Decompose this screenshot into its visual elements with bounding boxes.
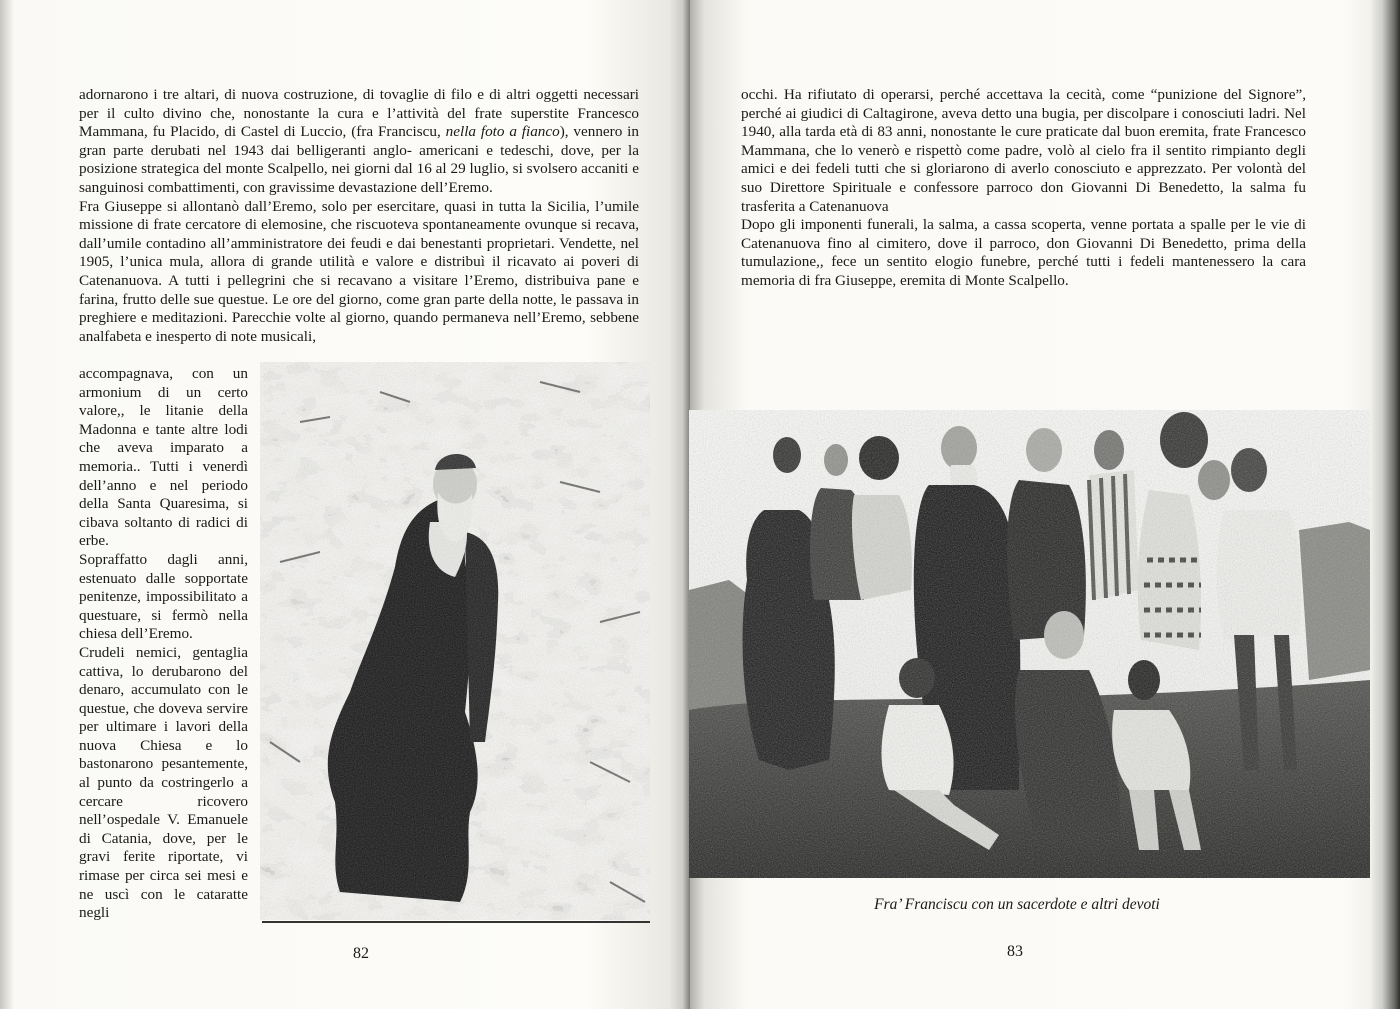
right-paragraph-1: occhi. Ha rifiutato di operarsi, perché accettava la cecità, come “punizione del Signore”, perché ai giudici di Caltagirone, aveva detto una bugia, per discolpare i conosciuti ladri. Nel 1940, alla tarda età di 83 anni, nonostante le cure praticate dal buon eremita, frate Francesco Mammana, che lo venerò e rispettò come padre, volò al cielo fra il sentito rimpianto degli amici e dei fedeli tutti che si gloriarono di averlo conosciuto e apprezzato. Per volontà del suo Direttore Spirituale e confessore parroco don Giovanni Di Benedetto, la salma fu trasferita a Catenanuova [741,86,1306,215]
narrow-paragraph-3: Crudeli nemici, gentaglia cattiva, lo derubarono del denaro, accumulato con le questue, che doveva servire per ultimare i lavori della nuova Chiesa e lo bastonarono pesantemente, al punto da costringerlo a cercare ricovero nell’ospedale V. Emanuele di Catania, dove, per le gravi ferite riportate, vi rimase per circa sei mesi e ne uscì con le cataratte negli [79,643,248,922]
friar-portrait-photo [260,362,650,920]
left-page-body-narrow-column [79,365,248,923]
right-paragraph-2: Dopo gli imponenti funerali, la salma, a cassa scoperta, venne portata a spalle per le vie di Catenanuova fino al cimitero, dove il parroco, don Giovanni Di Benedetto, prima della tumulazione,, fece un sentito elogio funebre, perché tutti i fedeli mantenessero la cara memoria di fra Giuseppe, eremita di Monte Scalpello. [741,216,1306,289]
right-page-body [741,86,1306,291]
right-page-number: 83 [1007,943,1023,960]
left-page-number: 82 [353,945,369,962]
narrow-paragraph-1: accompagnava, con un armonium di un certo valore,, le litanie della Madonna e tante altre lodi che aveva imparato a memoria.. Tutti i venerdì dell’anno e nel periodo della Santa Quaresima, si cibava soltanto di radici di erbe. [79,365,248,550]
narrow-paragraph-2: Sopraffatto dagli anni, estenuato dalle sopportate penitenze, impossibilitato a questuare, si fermò nella chiesa dell’Eremo. [79,550,248,643]
group-photo-caption: Fra’ Franciscu con un sacerdote e altri devoti [874,896,1160,913]
left-page-body-full-width [79,86,639,346]
left-paragraph-2: Fra Giuseppe si allontanò dall’Eremo, solo per esercitare, quasi in tutta la Sicilia, l’umile missione di frate cercatore di elemosine, che riscuoteva spontaneamente ovunque si recava, dall’umile contadino all’amministratore dei feudi e dai benestanti proprietari. Vendette, nel 1905, l’unica mula, allora di grande utilità e valore e distribuì il ricavato ai poveri di Catenanuova. A tutti i pellegrini che si recavano a visitare l’Eremo, distribuiva pane e farina, frutto delle sue questue. Le ore del giorno, come gran parte della notte, le passava in preghiere e meditazioni. Parecchie volte al giorno, quando permaneva nell’Eremo, sebbene analfabeta e inesperto di note musicali, [79,197,639,345]
left-paragraph-1: adornarono i tre altari, di nuova costruzione, di tovaglie di filo e di altri oggetti necessari per il culto divino che, nonostante la cura e l’attività del frate superstite Francesco Mammana, fu Placido, di Castel di Luccio, (fra Franciscu, nella foto a fianco), vennero in gran parte derubati nel 1943 dai belligeranti anglo- americani e tedeschi, dove, per la posizione strategica del monte Scalpello, nei giorni dal 16 al 29 luglio, si svolsero accaniti e sanguinosi combattimenti, con gravissime devastazione dell’Eremo. [79,86,639,196]
group-photo [689,410,1370,878]
photo-bottom-rule [262,921,650,923]
left-page-edge-shadow [0,0,14,1009]
right-page-edge-shadow [1370,0,1400,1009]
left-page [0,0,690,1009]
